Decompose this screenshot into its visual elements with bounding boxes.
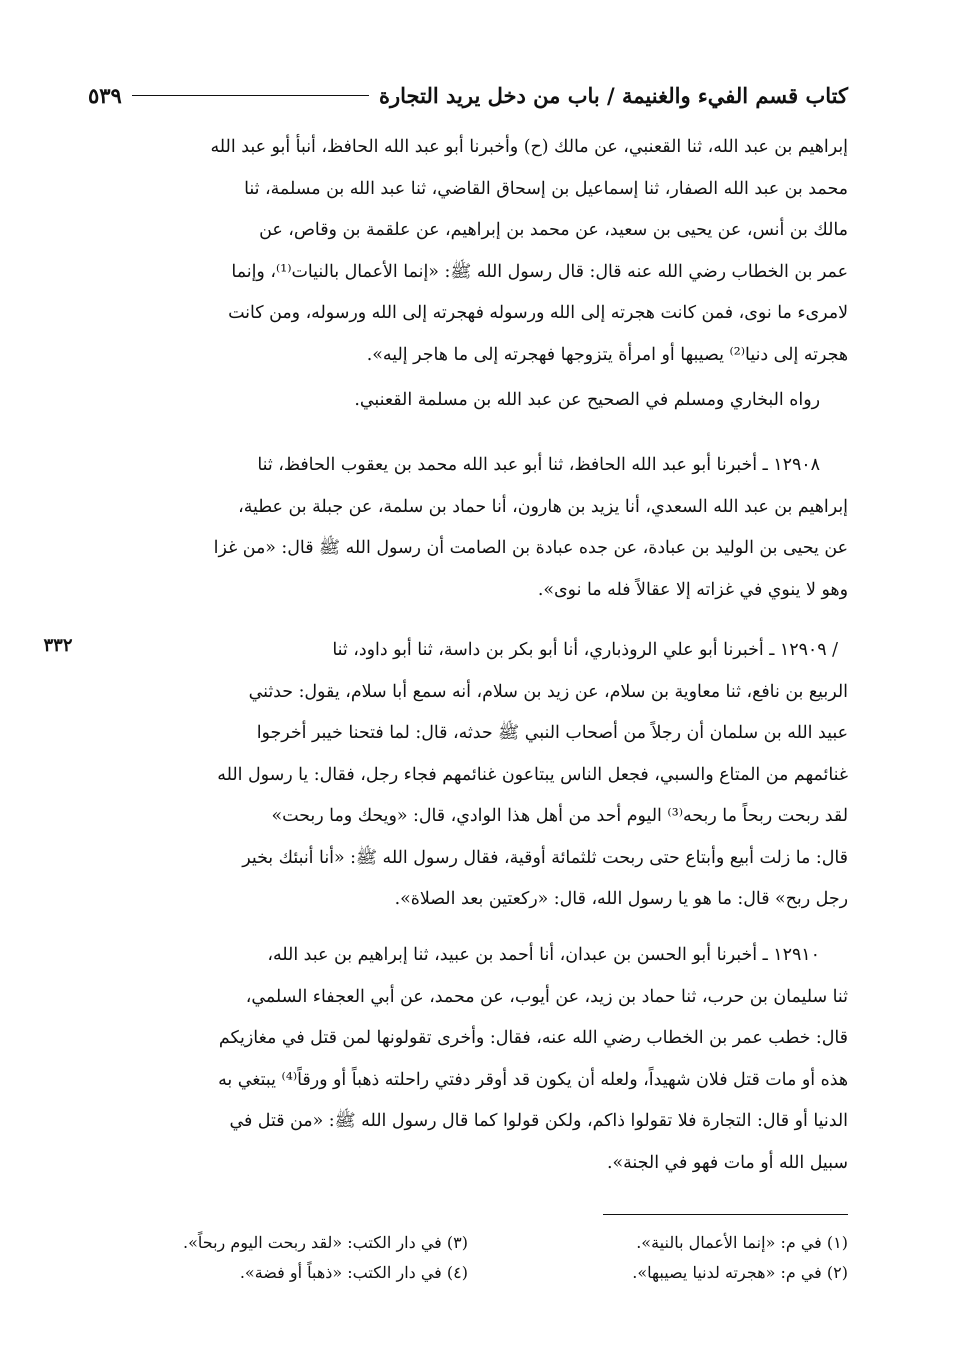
text-line: سبيل الله أو مات فهو في الجنة».	[606, 1152, 848, 1173]
text-line: إبراهيم بن عبد الله السعدي، أنا يزيد بن هارون، أنا حماد بن سلمة، عن جبلة بن عطية،	[238, 496, 848, 517]
paragraph-hadith-intro	[88, 127, 848, 376]
text-line: قال: خطب عمر بن الخطاب رضي الله عنه، فقال: وأخرى تقولونها لمن قتل في مغازيكم	[218, 1028, 848, 1048]
text-line: ثنا سليمان بن حرب، ثنا حماد بن زيد، عن أيوب، عن محمد، عن أبي العجفاء السلمي،	[245, 986, 848, 1007]
footnote-1: (١) في م: «إنما الأعمال بالنية».	[636, 1233, 848, 1252]
text-line: عبيد الله بن سلمان أن رجلاً من أصحاب النبي ﷺ حدثه، قال: لما فتحنا خيبر أخرجوا	[256, 723, 848, 743]
text-line: مالك بن أنس، عن يحيى بن سعيد، عن محمد بن إبراهيم، عن علقمة بن وقاص، عن	[259, 220, 848, 240]
footnotes	[88, 1228, 848, 1298]
paragraph-hadith-12910	[88, 935, 848, 1184]
text-line: لامرىء ما نوى، فمن كانت هجرته إلى الله ورسوله فهجرته إلى الله ورسوله، ومن كانت	[228, 303, 848, 323]
text-line: عن يحيى بن الوليد بن عبادة، عن جده عبادة بن الصامت أن رسول الله ﷺ قال: «من غزا	[213, 538, 848, 558]
paragraph-narration-note	[88, 380, 848, 422]
page-number: ٥٣٩	[88, 82, 122, 108]
text-line: الربيع بن نافع، ثنا معاوية بن سلام، عن زيد بن سلام، أنه سمع أبا سلام، يقول: حدثني	[248, 681, 848, 702]
text-line: ١٢٩٠٨ ـ أخبرنا أبو عبد الله الحافظ، ثنا أبو عبد الله محمد بن يعقوب الحافظ، ثنا	[257, 455, 820, 475]
text-line: إبراهيم بن عبد الله، ثنا القعنبي، عن مالك (ح) وأخبرنا أبو عبد الله الحافظ، أنبأ أبو عبد الله	[210, 137, 848, 157]
text-line: قال: ما زلت أبيع وأبتاع حتى ربحت ثلثمائة أوقية، فقال رسول الله ﷺ: «أنا أنبئك بخير	[242, 847, 848, 868]
text-line: الدنيا أو قال: التجارة فلا تقولوا ذاكم، ولكن قولوا كما قال رسول الله ﷺ: «من قتل في	[229, 1111, 848, 1131]
text-line: لقد ربحت ربحاً ما ربحه⁽³⁾ اليوم أحد من أهل هذا الوادي، قال: «ويحك وما ربحت»	[271, 806, 848, 826]
text-line: هذه أو مات قتل فلان شهيداً، ولعله أن يكون قد أوقر دفتي راحلته ذهباً أو ورقاً⁽⁴⁾ يبتغي به	[218, 1069, 848, 1090]
footnote-2: (٢) في م: «هجرته لدنيا يصيبها».	[632, 1263, 848, 1282]
paragraph-hadith-12909	[88, 630, 848, 921]
header-rule	[132, 95, 369, 96]
text-line: هجرته إلى دنيا⁽²⁾ يصيبها أو امرأة يتزوجها فهجرته إلى ما هاجر إليه».	[366, 344, 848, 365]
footnote-3: (٣) في دار الكتب: «لقد ربحت اليوم ربحاً».	[182, 1233, 468, 1252]
paragraph-hadith-12908	[88, 445, 848, 611]
text-line: محمد بن عبد الله الصفار، ثنا إسماعيل بن إسحاق القاضي، ثنا عبد الله بن مسلمة، ثنا	[244, 178, 848, 199]
text-line: / ١٢٩٠٩ ـ أخبرنا أبو علي الروذباري، أنا أبو بكر بن داسة، ثنا أبو داود، ثنا	[332, 640, 838, 660]
running-header	[88, 78, 848, 112]
text-line: وهو لا ينوي في غزاته إلا عقالاً فله ما نوى».	[537, 579, 848, 600]
footnote-column-left	[108, 1228, 468, 1288]
footnote-separator	[603, 1214, 848, 1215]
margin-reference-number: ٣٣٢	[43, 635, 73, 656]
footnote-column-right	[488, 1228, 848, 1288]
text-line: عمر بن الخطاب رضي الله عنه قال: قال رسول الله ﷺ: «إنما الأعمال بالنيات⁽¹⁾، وإنما	[231, 261, 848, 282]
footnote-4: (٤) في دار الكتب: «ذهباً أو فضة».	[239, 1263, 468, 1282]
text-line: رجل ربح» قال: ما هو يا رسول الله، قال: «ركعتين بعد الصلاة».	[394, 889, 848, 909]
text-line: غنائمهم من المتاع والسبي، فجعل الناس يبتاعون غنائمهم فجاء رجل، فقال: يا رسول الله	[217, 764, 848, 785]
chapter-title: كتاب قسم الفيء والغنيمة / باب من دخل يريد التجارة	[379, 82, 848, 108]
text-line: ١٢٩١٠ ـ أخبرنا أبو الحسن بن عبدان، أنا أحمد بن عبيد، ثنا إبراهيم بن عبد الله،	[267, 945, 820, 965]
text-line: رواه البخاري ومسلم في الصحيح عن عبد الله بن مسلمة القعنبي.	[354, 390, 820, 410]
